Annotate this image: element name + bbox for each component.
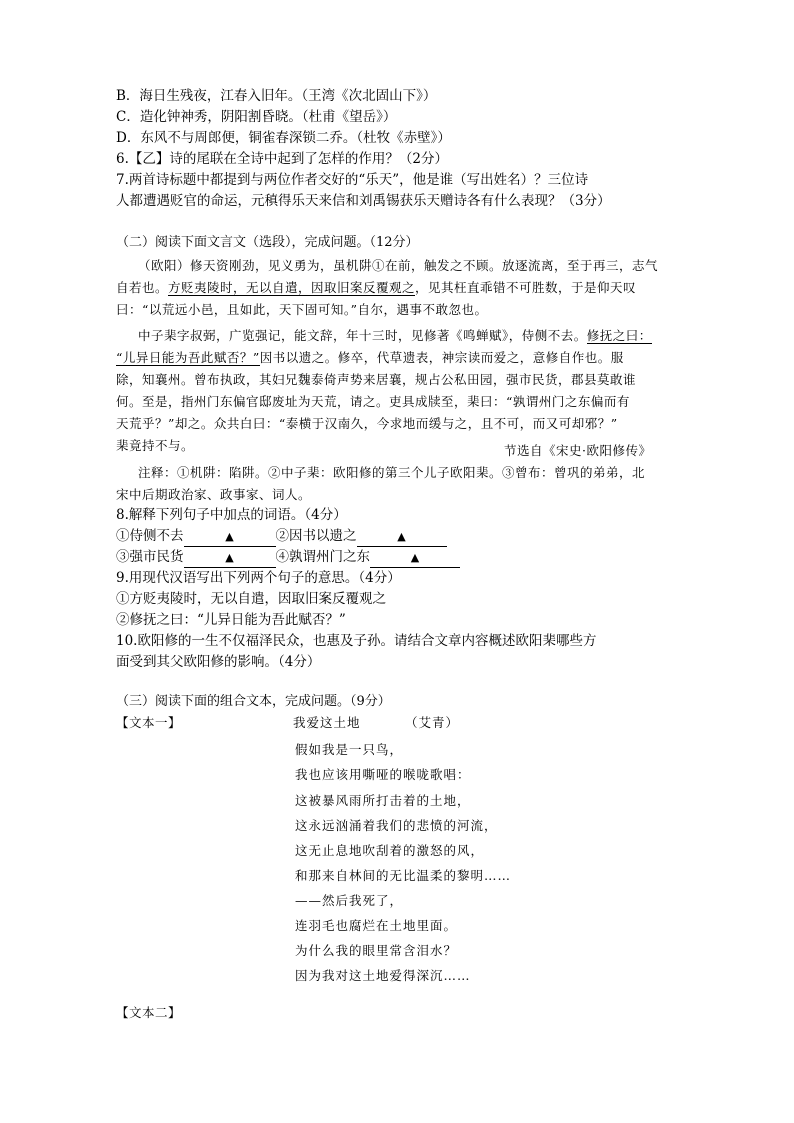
triangle-icon: ▲ xyxy=(225,530,234,543)
poem-line: ——然后我死了， xyxy=(295,893,404,908)
passage-p2-line1 xyxy=(138,327,652,345)
triangle-icon: ▲ xyxy=(397,530,406,543)
answer-blank[interactable] xyxy=(370,548,460,568)
question-7-line1: 7.两首诗标题中都提到与两位作者交好的“乐天”，他是谁（写出姓名）？三位诗 xyxy=(116,172,589,188)
poem-title: 我爱这土地 xyxy=(293,715,361,730)
section3-heading: （三）阅读下面的组合文本，完成问题。（9分） xyxy=(116,694,391,709)
poem-line: 假如我是一只鸟， xyxy=(295,742,404,757)
poem-line: 这永远汹涌着我们的悲愤的河流， xyxy=(295,818,498,833)
question-8-title: 8.解释下列句子中加点的词语。（4分） xyxy=(116,507,347,523)
text2-label: 【文本二】 xyxy=(116,1005,182,1020)
passage-p1-line1: （欧阳）修天资刚劲，见义勇为，虽机阱①在前，触发之不顾。放逐流离，至于再三，志气 xyxy=(138,258,659,273)
option-d: D．东风不与周郎便，铜雀春深锁二乔。（杜牧《赤壁》） xyxy=(116,130,451,146)
question-9-b: ②修抚之曰：“儿异日能为吾此赋否？” xyxy=(116,612,346,628)
answer-blank[interactable] xyxy=(357,527,447,547)
question-9-a: ①方贬夷陵时，无以自遣，因取旧案反覆观之 xyxy=(116,591,386,607)
question-9-title: 9.用现代汉语写出下列两个句子的意思。（4分） xyxy=(116,570,401,586)
q8-item-d: ④孰谓州门之东 xyxy=(275,549,370,565)
poem-author: （艾青） xyxy=(405,715,460,730)
question-7-line2: 人都遭遇贬官的命运，元稹得乐天来信和刘禹锡获乐天赠诗各有什么表现？（3分） xyxy=(116,193,611,209)
passage-text: 中子棐字叔弼，广览强记，能文辞，年十三时，见修著《鸣蝉赋》，侍侧不去。 xyxy=(138,328,587,343)
poem-line: 为什么我的眼里常含泪水？ xyxy=(295,943,458,958)
passage-p2-line6: 棐竟持不与。 xyxy=(116,438,195,453)
poem-line: 和那来自林间的无比温柔的黎明…… xyxy=(295,868,512,883)
poem-line: 因为我对这土地爱得深沉…… xyxy=(295,968,471,983)
passage-text: ，见其枉直乖错不可胜数，于是仰天叹 xyxy=(415,280,637,295)
option-c: C．造化钟神秀，阴阳割昏晓。（杜甫《望岳》） xyxy=(116,109,397,125)
answer-blank[interactable] xyxy=(184,548,276,568)
question-8-row2 xyxy=(116,548,460,568)
triangle-icon: ▲ xyxy=(410,551,420,564)
passage-p2-line3: 除，知襄州。曾布执政，其妇兄魏泰倚声势来居襄，规占公私田园，强市民货，郡县莫敢谁 xyxy=(116,372,637,387)
question-8-row1 xyxy=(116,527,447,547)
passage-p2-line2 xyxy=(116,349,624,367)
option-b: B．海日生残夜，江春入旧年。（王湾《次北固山下》） xyxy=(116,88,437,104)
question-6: 6.【乙】诗的尾联在全诗中起到了怎样的作用？（2分） xyxy=(116,151,448,167)
passage-p1-line2 xyxy=(116,279,636,297)
underlined-sentence: “儿异日能为吾此赋否？” xyxy=(116,350,260,365)
passage-text: 自若也。 xyxy=(116,280,169,295)
question-10-line1: 10.欧阳修的一生不仅福泽民众，也惠及子孙。请结合文章内容概述欧阳棐哪些方 xyxy=(116,633,597,649)
section2-heading: （二）阅读下面文言文（选段），完成问题。（12分） xyxy=(116,235,419,250)
poem-line: 这无止息地吹刮着的激怒的风， xyxy=(295,843,485,858)
passage-p2-line5: 天荒乎？”却之。众共白曰：“泰横于汉南久，今求地而缓与之，且不可，而又可却邪？” xyxy=(116,416,618,431)
underlined-sentence: 修抚之曰： xyxy=(586,328,652,343)
question-10-line2: 面受到其父欧阳修的影响。（4分） xyxy=(116,654,321,670)
triangle-icon: ▲ xyxy=(225,551,234,564)
poem-line: 我也应该用嘶哑的喉咙歌唱： xyxy=(295,767,471,782)
q8-item-b: ②因书以遗之 xyxy=(275,528,357,544)
notes-line2: 宋中后期政治家、政事家、词人。 xyxy=(116,487,312,502)
passage-text: 因书以遗之。修卒，代草遗表，神宗读而爱之，意修自作也。服 xyxy=(259,350,624,365)
underlined-sentence: 方贬夷陵时，无以自遣，因取旧案反覆观之 xyxy=(168,280,416,295)
q8-item-c: ③强市民货 xyxy=(116,549,184,565)
passage-p2-line4: 何。至是，指州门东偏官邸废址为天荒，请之。吏具成牍至，棐曰：“孰谓州门之东偏而有 xyxy=(116,394,630,409)
notes-line1: 注释：①机阱：陷阱。②中子棐：欧阳修的第三个儿子欧阳棐。③曾布：曾巩的弟弟，北 xyxy=(138,465,646,480)
passage-source: 节选自《宋史·欧阳修传》 xyxy=(504,443,652,458)
answer-blank[interactable] xyxy=(184,527,276,547)
text1-label: 【文本一】 xyxy=(116,715,182,730)
poem-line: 这被暴风雨所打击着的土地， xyxy=(295,793,471,808)
passage-p1-line3: 曰：“以荒远小邑，且如此，天下固可知。”自尔，遇事不敢忽也。 xyxy=(116,302,488,317)
q8-item-a: ①侍侧不去 xyxy=(116,528,184,544)
poem-line: 连羽毛也腐烂在土地里面。 xyxy=(295,918,458,933)
